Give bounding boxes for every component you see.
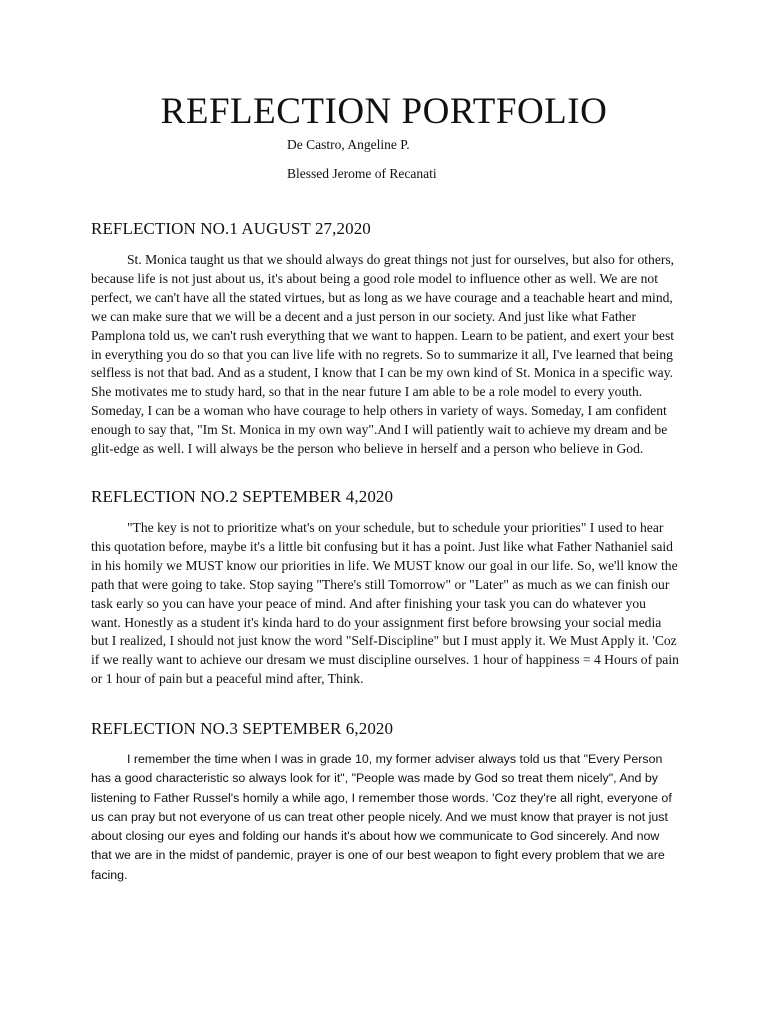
reflection-2-body: "The key is not to prioritize what's on your schedule, but to schedule your priorities" I used to hear this quotation before, maybe it's a little bit confusing but it has a point. Just like what Father Nathaniel said in his homily we MUST know our priorities in life. We MUST know our goal in our life. So, we'll know the path that were going to take. Stop saying "There's still Tomorrow" or "Later" as much as we can finish our task early so you can have your peace of mind. And after finishing your task you can do whatever you want. Honestly as a student it's kinda hard to do your assignment first before browsing your social media but I realized, I should not just know the word "Self-Discipline" but I must apply it. We Must Apply it. 'Coz if we really want to achieve our dresam we must discipline ourselves. 1 hour of happiness = 4 Hours of pain or 1 hour of pain but a peaceful mind after, Think. [91, 520, 679, 687]
reflection-3-heading: REFLECTION NO.3 SEPTEMBER 6,2020 [91, 719, 394, 738]
document-title: REFLECTION PORTFOLIO [160, 91, 608, 132]
reflection-1-heading: REFLECTION NO.1 AUGUST 27,2020 [91, 219, 371, 238]
author-name: De Castro, Angeline P. [287, 137, 410, 152]
reflection-1-body: St. Monica taught us that we should always do great things not just for ourselves, but also for others, because life is not just about us, it's about being a good role model to influence other as well. We are not perfect, we can't have all the stated virtues, but as long as we have courage and a teachable heart and mind, we can make sure that we will be a decent and a just person in our society. And just like what Father Pamplona told us, we can't rush everything that we want to happen. Learn to be patient, and exert your best in everything you do so that you can live life with no regrets. So to summarize it all, I've learned that being selfless is not that bad. And as a student, I know that I can be my own kind of St. Monica in a specific way. She motivates me to study hard, so that in the near future I am able to be a role model to every youth. Someday, I can be a woman who have courage to help others in variety of ways. Someday, I am confident enough to say that, "Im St. Monica in my own way".And I will patiently wait to achieve my dream and be glit-edge as well. I will always be the person who believe in herself and a person who believe in God. [91, 252, 675, 457]
section-name: Blessed Jerome of Recanati [287, 166, 437, 181]
reflection-3-body: I remember the time when I was in grade 10, my former adviser always told us that "Every Person has a good characteristic so always look for it", "People was made by God so treat them nicely", And by listening to Father Russel's homily a while ago, I remember those words. 'Coz they're all right, everyone of us can pray but not everyone of us can treat other people nicely. And we must know that prayer is not just about closing our eyes and folding our hands it's about how we communicate to God sincerely. And now that we are in the midst of pandemic, prayer is one of our best weapon to fight every problem that we are facing. [91, 752, 672, 882]
reflection-2-heading: REFLECTION NO.2 SEPTEMBER 4,2020 [91, 487, 394, 506]
